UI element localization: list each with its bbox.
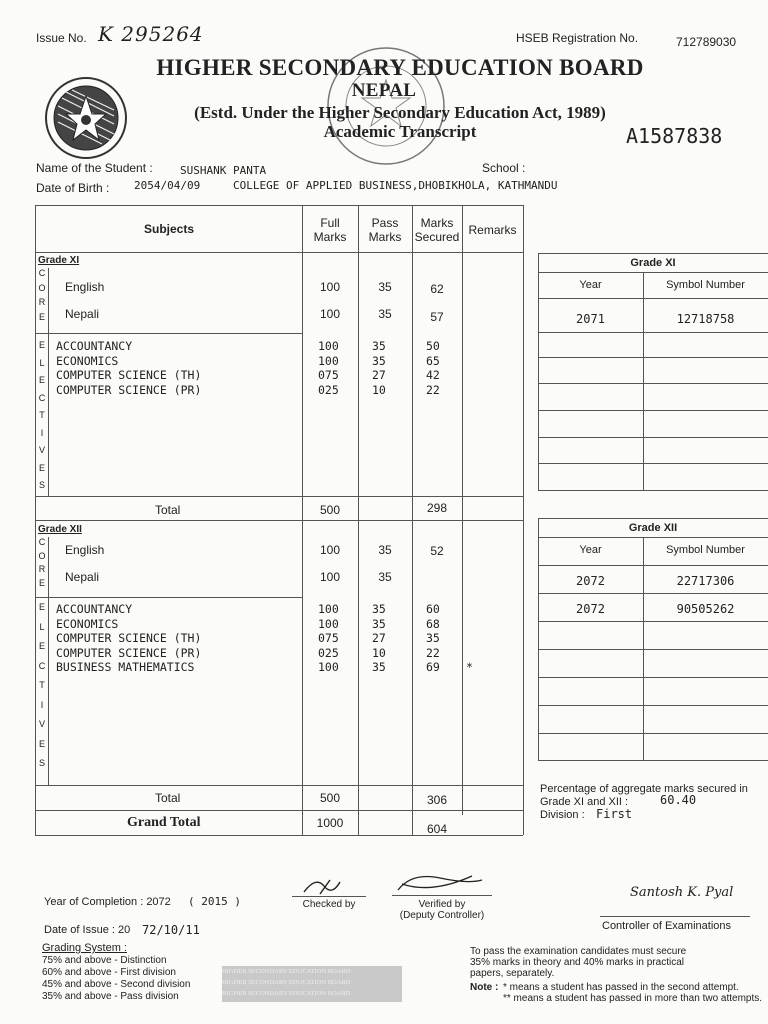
note-label: Note :	[470, 982, 499, 993]
grade-xii-label: Grade XII	[38, 524, 82, 535]
student-name: SUSHANK PANTA	[180, 164, 267, 177]
dob-label: Date of Birth :	[36, 181, 110, 195]
full-marks: 075	[318, 368, 339, 383]
grade-xii-total-full: 500	[319, 791, 341, 805]
division-label: Division :	[540, 809, 585, 821]
pass-marks: 10	[372, 382, 386, 397]
issue-number: K 295264	[98, 22, 204, 46]
aggregate-line-2: Grade XI and XII :	[540, 796, 629, 808]
checker-signature-icon	[300, 874, 350, 898]
pass-marks: 35	[372, 660, 386, 675]
aggregate-line-1: Percentage of aggregate marks secured in	[540, 783, 748, 795]
symbol-xi-year: 2071	[576, 312, 605, 326]
symbol-xii-number-header: Symbol Number	[666, 544, 745, 556]
full-marks: 100	[318, 616, 339, 631]
marks-secured: 50	[426, 339, 440, 353]
grand-total-full: 1000	[316, 816, 344, 830]
grade-xii-core-letters: C O R E	[38, 537, 46, 588]
subject-name: COMPUTER SCIENCE (TH)	[56, 631, 202, 646]
deputy-controller-label: (Deputy Controller)	[399, 910, 485, 921]
symbol-xii-year-header: Year	[579, 544, 602, 556]
grading-item: 35% and above - Pass division	[42, 991, 179, 1002]
header-pass-2: Marks	[368, 230, 402, 244]
country-title: NEPAL	[351, 80, 417, 101]
symbol-xi-year-header: Year	[579, 279, 602, 291]
full-marks: 100	[319, 570, 341, 584]
header-full-1: Full	[320, 216, 340, 230]
subject-name: BUSINESS MATHEMATICS	[56, 660, 195, 675]
marks-secured: 35	[426, 631, 440, 646]
date-of-birth: 2054/04/09	[134, 179, 201, 192]
symbol-xi-number: 12718758	[676, 312, 735, 326]
subject-name: ACCOUNTANCY	[56, 339, 133, 353]
header-remarks: Remarks	[468, 223, 517, 237]
header-subjects: Subjects	[143, 222, 194, 236]
full-marks: 100	[318, 353, 339, 368]
subject-name: ECONOMICS	[56, 616, 119, 631]
note-first: * means a student has passed in the second attempt.	[503, 982, 739, 993]
marks-secured: 60	[426, 602, 440, 616]
school-name: COLLEGE OF APPLIED BUSINESS,DHOBIKHOLA, KATHMANDU	[233, 179, 558, 192]
note-second: ** means a student has passed in more than two attempts.	[503, 993, 763, 1004]
board-stamp-icon: HIGHER SECONDARY EDUCATION BOARD HIGHER SECONDARY EDUCATION BOARD HIGHER SECONDARY EDUCATION BOARD	[222, 966, 402, 1002]
full-marks: 100	[318, 602, 339, 616]
header-full-2: Marks	[313, 230, 347, 244]
subject-name: English	[65, 543, 105, 557]
controller-signature: Santosh K. Pyal	[630, 885, 734, 900]
grand-total-secured: 604	[426, 822, 448, 836]
marks-secured: 52	[430, 544, 444, 558]
issue-date-label: Date of Issue : 20	[44, 924, 131, 936]
issue-label: Issue No.	[36, 31, 87, 45]
grade-xii-total-label: Total	[155, 791, 181, 805]
pass-marks: 35	[372, 616, 386, 631]
completion-year: Year of Completion : 2072	[44, 896, 171, 908]
pass-marks: 35	[378, 543, 392, 557]
symbol-xi-number-header: Symbol Number	[666, 279, 745, 291]
full-marks: 100	[319, 543, 341, 557]
marks-secured: 22	[426, 645, 440, 660]
grade-xi-total-secured: 298	[426, 501, 448, 515]
checked-by-label: Checked by	[302, 899, 356, 910]
school-label: School :	[482, 161, 526, 175]
pass-marks: 35	[378, 570, 392, 584]
pass-marks: 35	[372, 339, 386, 353]
controller-label: Controller of Examinations	[602, 920, 732, 932]
board-title: HIGHER SECONDARY EDUCATION BOARD	[156, 55, 644, 80]
full-marks: 075	[318, 631, 339, 646]
marks-secured: 42	[426, 368, 440, 383]
grade-xi-total-label: Total	[155, 503, 181, 517]
subject-name: COMPUTER SCIENCE (PR)	[56, 645, 202, 660]
subject-name: English	[65, 280, 105, 294]
subject-name: Nepali	[65, 570, 100, 584]
pass-rule-line: To pass the examination candidates must secure	[470, 946, 687, 957]
marks-secured: 69	[426, 660, 440, 675]
grade-xii-elective-letters: E L E C T I V E S	[38, 602, 46, 768]
pass-marks: 27	[372, 631, 386, 646]
pass-marks: 27	[372, 368, 386, 383]
serial-number: A1587838	[626, 124, 723, 148]
grading-item: 75% and above - Distinction	[42, 955, 167, 966]
registration-number: 712789030	[676, 35, 737, 49]
symbol-xii-number-2: 90505262	[676, 602, 735, 616]
subject-name: COMPUTER SCIENCE (PR)	[56, 382, 202, 397]
symbol-xii-year-1: 2072	[576, 574, 605, 588]
pass-marks: 10	[372, 645, 386, 660]
subject-name: Nepali	[65, 307, 100, 321]
symbol-xi-title: Grade XI	[630, 257, 676, 269]
pass-rule-line: papers, separately.	[470, 968, 555, 979]
header-secured-1: Marks	[420, 216, 454, 230]
header-pass-1: Pass	[371, 216, 399, 230]
division-value: First	[596, 807, 633, 821]
grade-xii-total-secured: 306	[426, 793, 448, 807]
grade-xi-label: Grade XI	[38, 255, 80, 266]
full-marks: 100	[318, 660, 339, 675]
full-marks: 100	[319, 307, 341, 321]
grade-xi-core-letters: C O R E	[38, 268, 46, 322]
subject-name: COMPUTER SCIENCE (TH)	[56, 368, 202, 383]
header-secured-2: Secured	[414, 230, 460, 244]
marks-secured: 68	[426, 616, 440, 631]
grading-item: 60% and above - First division	[42, 967, 176, 978]
grand-total-label: Grand Total	[127, 815, 201, 830]
subject-name: ACCOUNTANCY	[56, 602, 133, 616]
pass-rule-line: 35% marks in theory and 40% marks in practical	[470, 957, 684, 968]
marks-secured: 57	[430, 310, 444, 324]
completion-year-ad: ( 2015 )	[188, 895, 241, 908]
marks-secured: 65	[426, 353, 440, 368]
verifier-signature-icon	[392, 868, 488, 896]
student-name-label: Name of the Student :	[36, 161, 153, 175]
marks-secured: 22	[426, 382, 440, 397]
full-marks: 100	[319, 280, 341, 294]
symbol-xii-number-1: 22717306	[676, 574, 735, 588]
registration-label: HSEB Registration No.	[516, 31, 639, 45]
grade-xi-elective-letters: E L E C T I V E S	[38, 340, 46, 490]
full-marks: 100	[318, 339, 339, 353]
remark: *	[466, 660, 473, 675]
full-marks: 025	[318, 382, 339, 397]
verified-by-label: Verified by	[418, 899, 466, 910]
grading-item: 45% and above - Second division	[42, 979, 191, 990]
grade-xi-total-full: 500	[319, 503, 341, 517]
subject-name: ECONOMICS	[56, 353, 119, 368]
grading-title: Grading System :	[42, 942, 127, 954]
pass-marks: 35	[372, 353, 386, 368]
aggregate-percent: 60.40	[660, 793, 697, 807]
pass-marks: 35	[378, 280, 392, 294]
marks-secured: 62	[430, 282, 444, 296]
document-title: Academic Transcript	[323, 122, 477, 141]
pass-marks: 35	[372, 602, 386, 616]
symbol-xii-title: Grade XII	[628, 522, 678, 534]
full-marks: 025	[318, 645, 339, 660]
estd-line: (Estd. Under the Higher Secondary Education Act, 1989)	[194, 103, 606, 122]
issue-date: 72/10/11	[142, 923, 200, 937]
symbol-xii-year-2: 2072	[576, 602, 605, 616]
hseb-emblem-icon	[44, 76, 128, 160]
pass-marks: 35	[378, 307, 392, 321]
